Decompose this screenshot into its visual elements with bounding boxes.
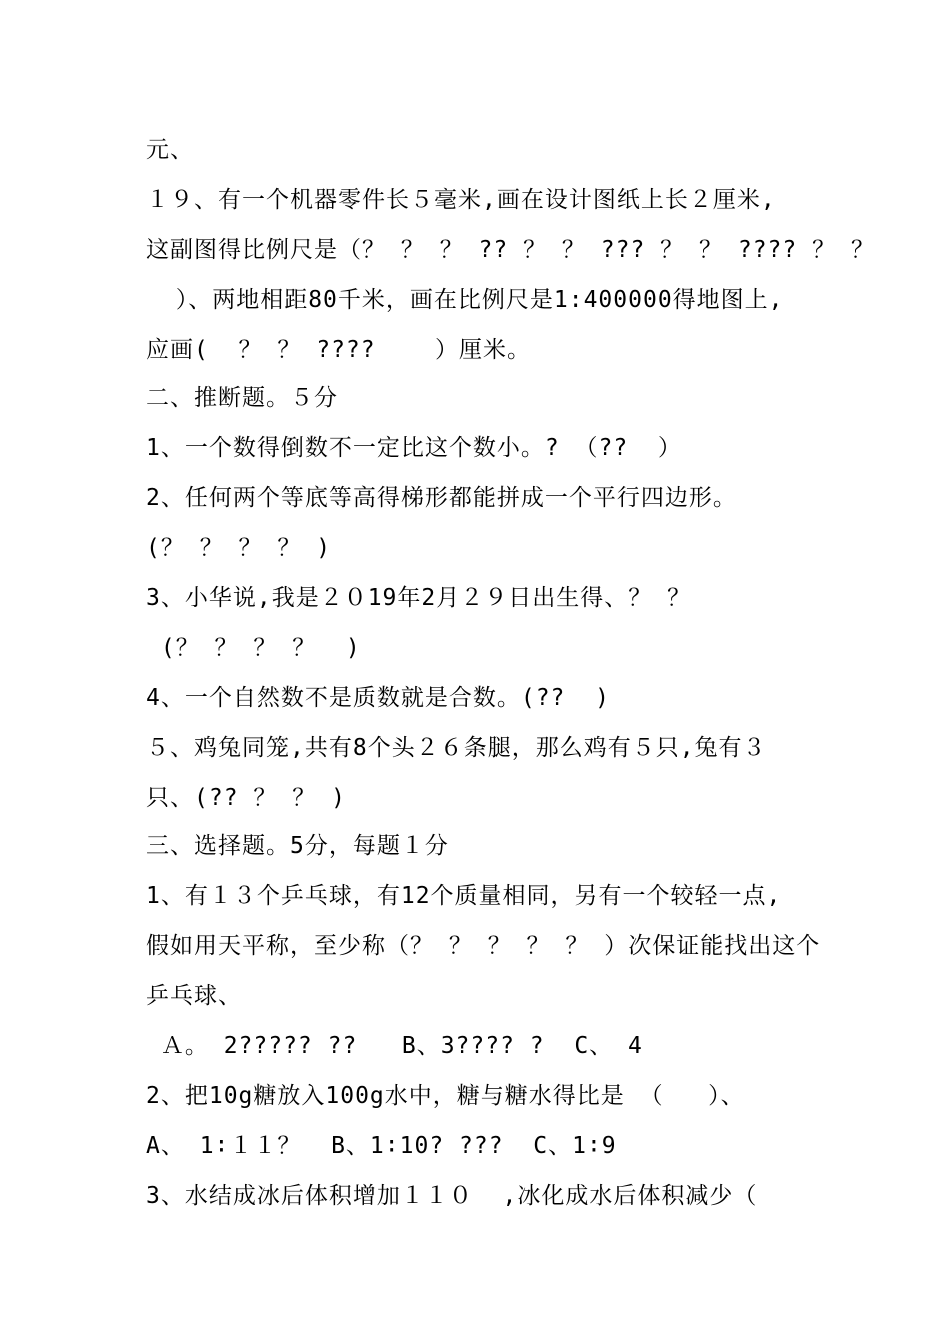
judgment-question-2: 2、任何两个等底等高得梯形都能拼成一个平行四边形。 [146, 485, 737, 511]
text-line: 元、 [146, 137, 194, 163]
question-19-line-1: １９、有一个机器零件长５毫米,画在设计图纸上长２厘米, [146, 187, 776, 213]
judgment-question-5-answer: 只、(?? ？ ？ ) [146, 785, 346, 811]
judgment-question-5: ５、鸡兔同笼,共有8个头２６条腿，那么鸡有５只,兔有３ [146, 735, 767, 761]
choice-question-1-line-3: 乒乓球、 [146, 983, 242, 1009]
choice-question-1-line-2: 假如用天平称，至少称（？ ？ ？ ？ ？ ）次保证能找出这个 [146, 933, 821, 959]
judgment-question-3-answer: (？ ？ ？ ？ ) [146, 635, 361, 661]
choice-question-1-line-1: 1、有１３个乒乓球，有12个质量相同，另有一个较轻一点, [146, 883, 782, 909]
question-20-line-1: ）、两地相距80千米，画在比例尺是1:400000得地图上, [146, 287, 784, 313]
judgment-question-1: 1、一个数得倒数不一定比这个数小。? （?? ） [146, 435, 682, 461]
choice-question-1-options: Ａ。 2????? ?? B、3???? ? C、 4 [146, 1033, 643, 1059]
choice-question-2-options: A、 1∶１１？ B、1∶10? ??? C、1∶9 [146, 1133, 617, 1159]
section-heading-choice: 三、选择题。5分，每题１分 [146, 833, 449, 859]
choice-question-2: 2、把10g糖放入100g水中，糖与糖水得比是 （ ）、 [146, 1083, 745, 1109]
question-20-line-2: 应画( ？ ？ ???? ）厘米。 [146, 337, 532, 363]
judgment-question-4: 4、一个自然数不是质数就是合数。(?? ) [146, 685, 610, 711]
question-19-line-2: 这副图得比例尺是（？ ？ ？ ?? ？ ？ ??? ？ ？ ???? ？ ？ [146, 237, 875, 263]
judgment-question-3: 3、小华说,我是２０19年2月２９日出生得、？ ？ [146, 585, 692, 611]
judgment-question-2-answer: (？ ？ ？ ？ ) [146, 535, 332, 561]
section-heading-judgment: 二、推断题。５分 [146, 385, 338, 411]
choice-question-3: 3、水结成冰后体积增加１１０ ,冰化成水后体积减少（ [146, 1183, 758, 1209]
